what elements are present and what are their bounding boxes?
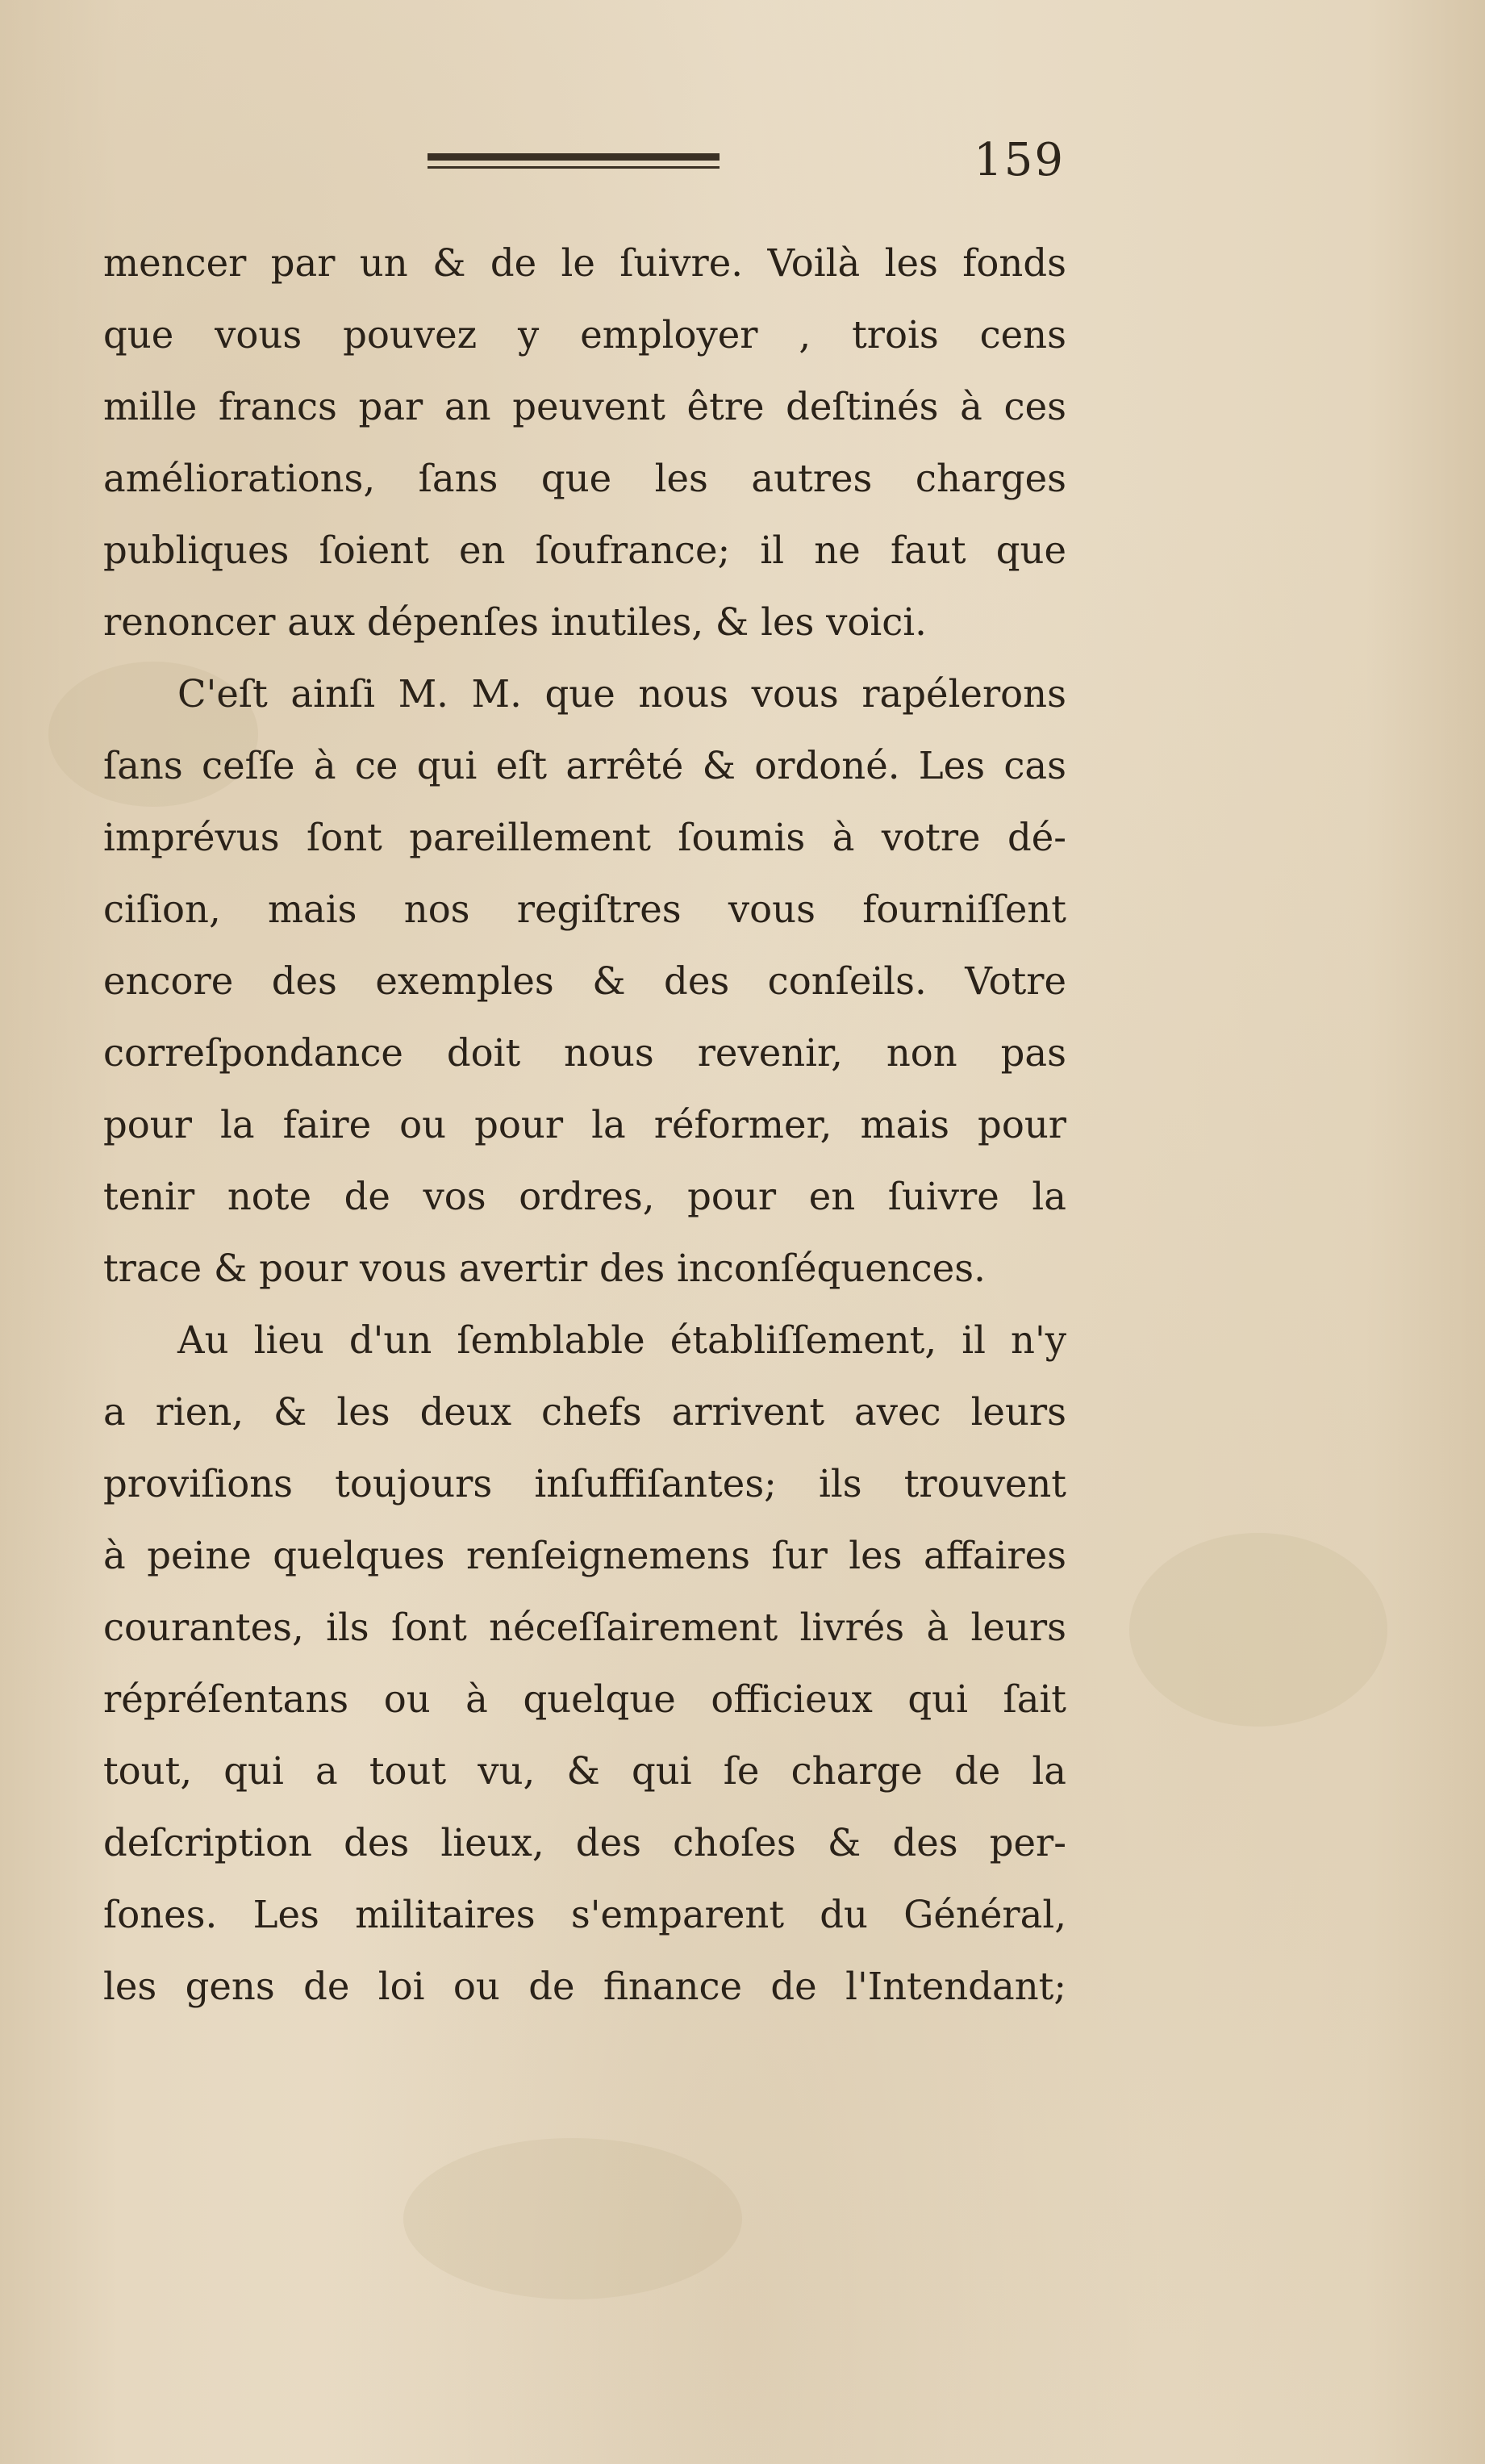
text-line: proviſions toujours inſuffiſantes; ils trouvent <box>103 1462 1066 1506</box>
text-line: améliorations, ſans que les autres charges <box>103 457 1066 500</box>
text-line: Au lieu d'un ſemblable établiſſement, il n'y <box>177 1318 1066 1362</box>
text-line: les gens de loi ou de finance de l'Intendant; <box>103 1965 1066 2008</box>
text-line: ciſion, mais nos regiſtres vous fourniſſent <box>103 887 1066 931</box>
paper-stain <box>403 2138 742 2299</box>
text-line: renoncer aux dépenſes inutiles, & les voici. <box>103 600 927 644</box>
body-text <box>103 228 1066 2023</box>
text-line: encore des exemples & des conſeils. Votre <box>103 959 1066 1003</box>
paper-stain <box>1129 1533 1387 1727</box>
text-line: deſcription des lieux, des choſes & des per- <box>103 1821 1066 1865</box>
text-line: ſans ceſſe à ce qui eſt arrêté & ordoné. Les cas <box>103 744 1066 787</box>
text-line: que vous pouvez y employer , trois cens <box>103 313 1066 357</box>
text-line: publiques ſoient en ſoufrance; il ne faut que <box>103 528 1066 572</box>
text-line: trace & pour vous avertir des inconſéquences. <box>103 1247 986 1290</box>
text-line: C'eſt ainſi M. M. que nous vous rapélerons <box>177 672 1066 716</box>
text-line: pour la faire ou pour la réformer, mais pour <box>103 1103 1066 1146</box>
page-header <box>428 134 1065 194</box>
text-line: courantes, ils ſont néceſſairement livrés à leurs <box>103 1606 1066 1649</box>
header-rule-thin <box>428 166 720 169</box>
text-line: mille francs par an peuvent être deſtinés à ces <box>103 385 1066 428</box>
text-line: correſpondance doit nous revenir, non pas <box>103 1031 1066 1075</box>
page-number: 159 <box>974 134 1065 186</box>
text-line: tenir note de vos ordres, pour en ſuivre la <box>103 1175 1066 1218</box>
text-line: a rien, & les deux chefs arrivent avec leurs <box>103 1390 1066 1434</box>
header-rule-thick <box>428 153 720 161</box>
text-line: tout, qui a tout vu, & qui ſe charge de la <box>103 1749 1066 1793</box>
text-line: mencer par un & de le ſuivre. Voilà les fonds <box>103 241 1066 285</box>
text-line: répréſentans ou à quelque officieux qui ſait <box>103 1677 1066 1721</box>
text-line: ſones. Les militaires s'emparent du Général, <box>103 1893 1066 1936</box>
text-line: imprévus ſont pareillement ſoumis à votre dé- <box>103 816 1066 859</box>
text-line: à peine quelques renſeignemens ſur les affaires <box>103 1534 1066 1577</box>
